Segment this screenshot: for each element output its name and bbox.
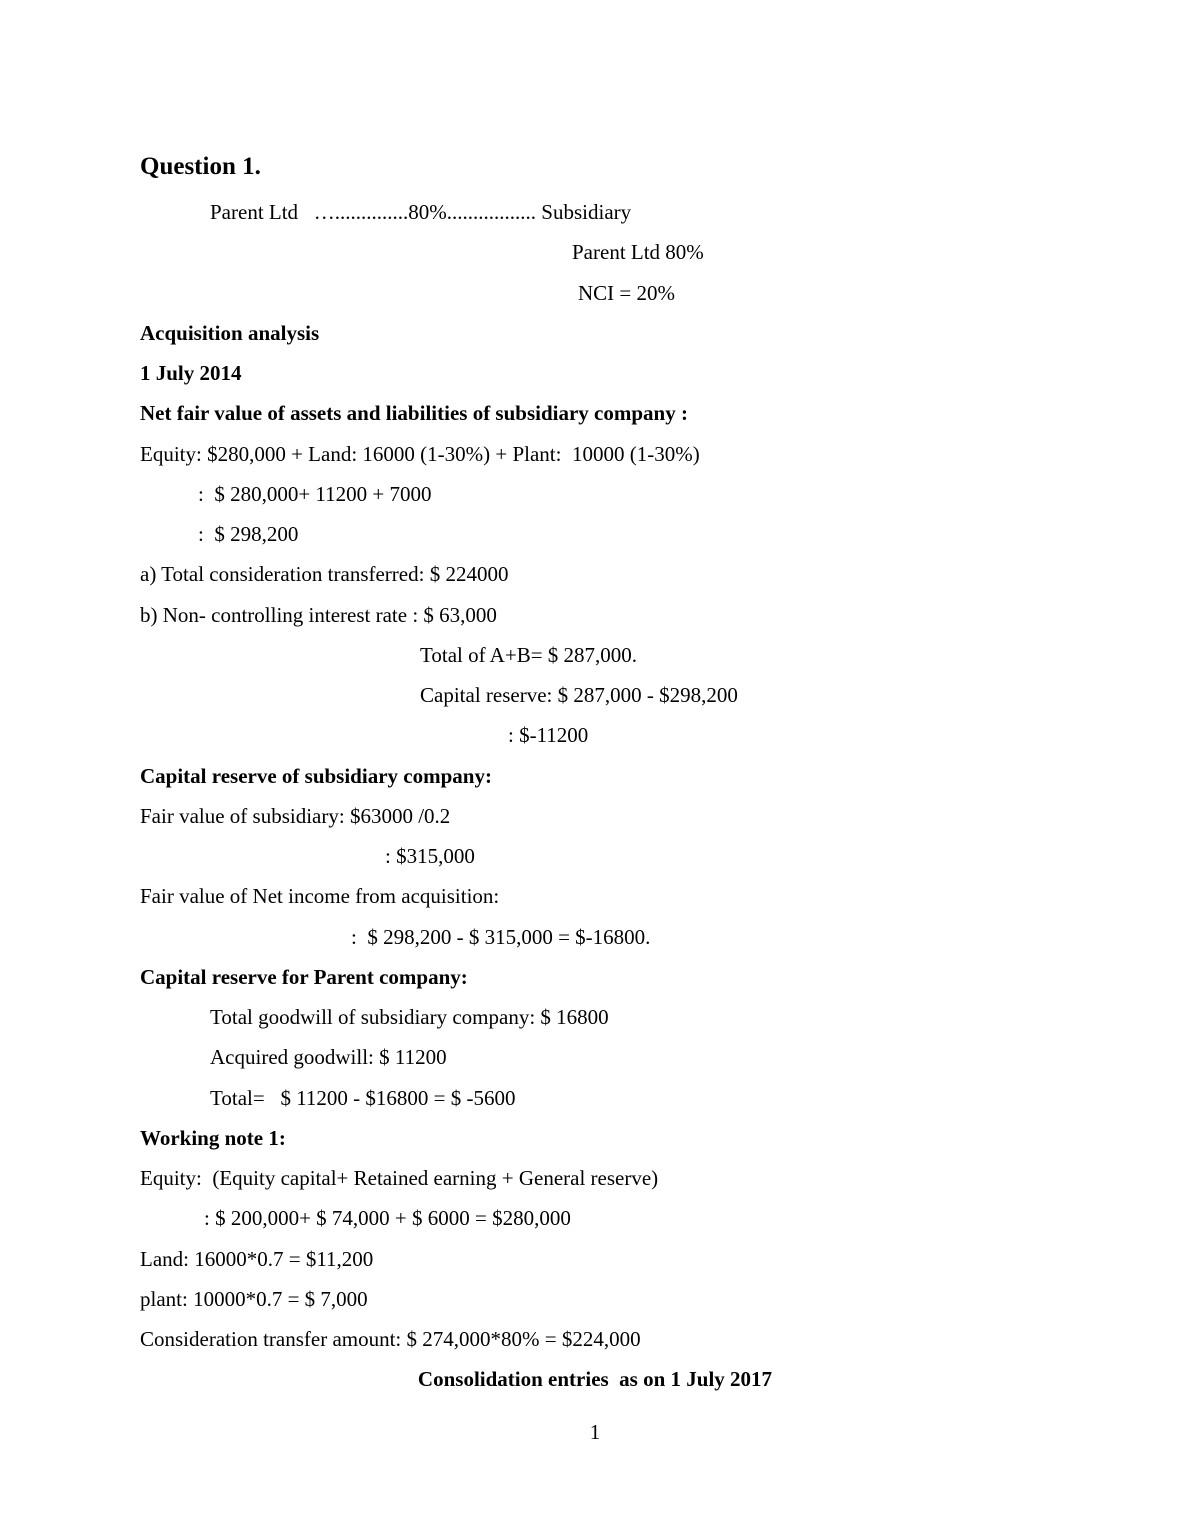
acquisition-heading: Acquisition analysis [140, 321, 320, 345]
equity-calc-2: : $ 298,200 [198, 522, 299, 546]
working-equity-line: Equity: (Equity capital+ Retained earning + General reserve) [140, 1166, 659, 1190]
ownership-line: Parent Ltd …..............80%................. Subsidiary [210, 200, 632, 224]
parent-share-line: Parent Ltd 80% [572, 240, 704, 264]
net-income-line: Fair value of Net income from acquisition: [140, 884, 500, 908]
working-note-heading: Working note 1: [140, 1126, 286, 1150]
working-equity-calc: : $ 200,000+ $ 74,000 + $ 6000 = $280,000 [204, 1206, 571, 1230]
capital-reserve-result: : $-11200 [508, 723, 589, 747]
capital-reserve-line: Capital reserve: $ 287,000 - $298,200 [420, 683, 738, 707]
nci-line: NCI = 20% [578, 281, 676, 305]
net-fair-value-heading: Net fair value of assets and liabilities of subsidiary company : [140, 401, 688, 425]
consolidation-heading: Consolidation entries as on 1 July 2017 [417, 1367, 773, 1391]
net-income-result: : $ 298,200 - $ 315,000 = $-16800. [351, 925, 651, 949]
working-plant-line: plant: 10000*0.7 = $ 7,000 [140, 1287, 368, 1311]
acquired-goodwill-line: Acquired goodwill: $ 11200 [210, 1045, 447, 1069]
total-ab: Total of A+B= $ 287,000. [420, 643, 638, 667]
parent-reserve-heading: Capital reserve for Parent company: [140, 965, 468, 989]
fair-value-line: Fair value of subsidiary: $63000 /0.2 [140, 804, 451, 828]
equity-calc-1: : $ 280,000+ 11200 + 7000 [198, 482, 432, 506]
fair-value-result: : $315,000 [385, 844, 475, 868]
total-goodwill-line: Total goodwill of subsidiary company: $ 16800 [210, 1005, 609, 1029]
equity-line: Equity: $280,000 + Land: 16000 (1-30%) + Plant: 10000 (1-30%) [140, 442, 700, 466]
question-title: Question 1. [140, 153, 261, 180]
item-a: a) Total consideration transferred: $ 224000 [140, 562, 509, 586]
goodwill-total-line: Total= $ 11200 - $16800 = $ -5600 [210, 1086, 516, 1110]
working-consideration-line: Consideration transfer amount: $ 274,000*80% = $224,000 [140, 1327, 641, 1351]
working-land-line: Land: 16000*0.7 = $11,200 [140, 1247, 374, 1271]
item-b: b) Non- controlling interest rate : $ 63,000 [140, 603, 497, 627]
subsidiary-reserve-heading: Capital reserve of subsidiary company: [140, 764, 492, 788]
page-number: 1 [589, 1420, 601, 1444]
acquisition-date: 1 July 2014 [140, 361, 242, 385]
